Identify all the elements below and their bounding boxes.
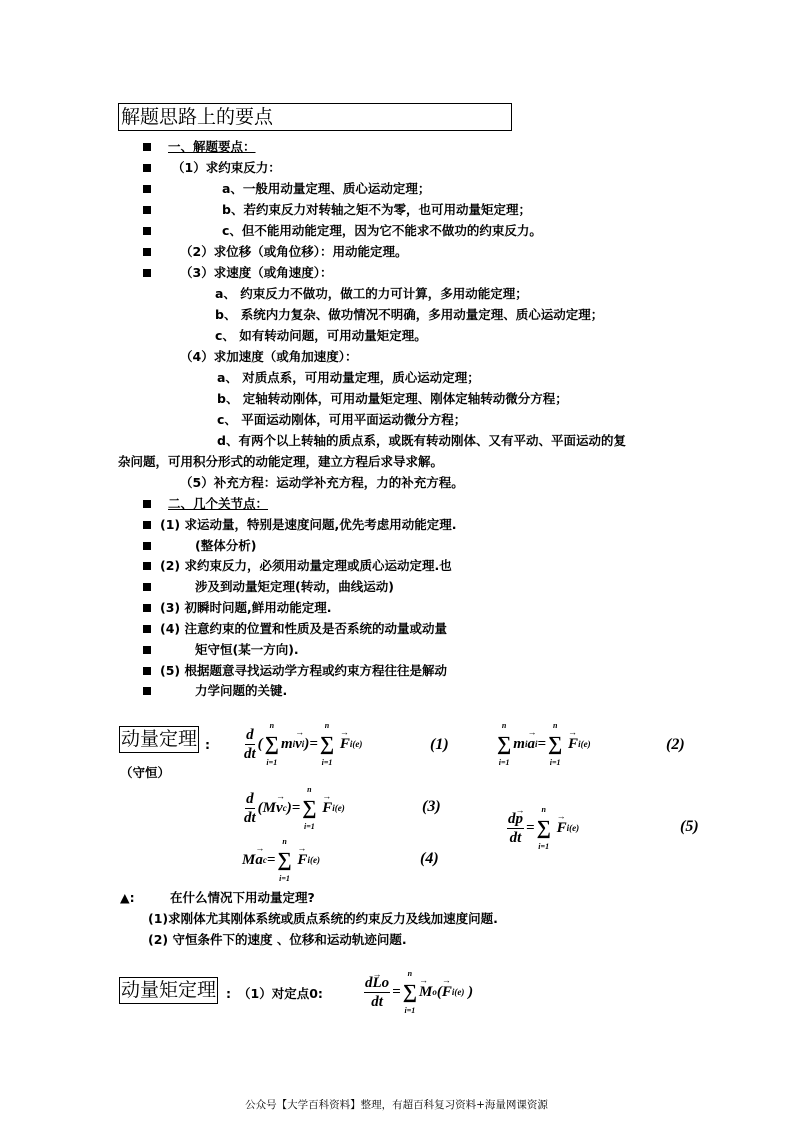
- list-item: d、有两个以上转轴的质点系，或既有转动刚体、又有平动、平面运动的复: [217, 433, 626, 448]
- list-item: c、 如有转动问题，可用动量矩定理。: [215, 328, 427, 343]
- list-item: (3) 初瞬时问题,鲜用动能定理.: [160, 600, 332, 615]
- list-item: (1) 求运动量，特别是速度问题,优先考虑用动能定理.: [160, 517, 457, 532]
- angular-momentum-theorem-label: 动量矩定理: [119, 977, 218, 1004]
- list-item: 矩守恒(某一方向).: [195, 642, 299, 657]
- formula-2: n ∑ i=1 m i → a i = n ∑ i=1 → F i (e): [495, 720, 591, 768]
- bullet-icon: [143, 687, 151, 695]
- list-item: c、但不能用动能定理，因为它不能求不做功的约束反力。: [222, 223, 542, 238]
- bullet-icon: [143, 583, 151, 591]
- list-item: a、一般用动量定理、质心运动定理；: [222, 181, 431, 196]
- list-item: (4) 注意约束的位置和性质及是否系统的动量或动量: [160, 621, 447, 636]
- bullet-icon: [143, 500, 151, 508]
- list-item: b、若约束反力对转轴之矩不为零，也可用动量矩定理；: [222, 202, 531, 217]
- momentum-theorem-label: 动量定理: [119, 726, 199, 753]
- bullet-icon: [143, 625, 151, 633]
- bullet-icon: [143, 248, 151, 256]
- colon: :: [226, 986, 231, 1001]
- bullet-icon: [143, 164, 151, 172]
- footer-note: 公众号【大学百科资料】整理，有超百科复习资料+海量网课资源: [245, 1099, 548, 1111]
- bullet-icon: [143, 667, 151, 675]
- list-item: （2）求位移（或角位移）：用动能定理。: [180, 244, 408, 259]
- subsection-heading: 二、几个关节点：: [168, 496, 269, 511]
- bullet-icon: [143, 542, 151, 550]
- conservation-note: （守恒）: [120, 765, 171, 780]
- bullet-icon: [143, 143, 151, 151]
- list-item: （4）求加速度（或角加速度）：: [180, 349, 358, 364]
- fixed-point-case: （1）对定点0:: [238, 986, 323, 1001]
- bullet-icon: [143, 562, 151, 570]
- equation-number: (2): [666, 736, 685, 753]
- list-item: 涉及到动量矩定理(转动，曲线运动): [195, 579, 394, 594]
- list-item: （3）求速度（或角速度）：: [180, 265, 333, 280]
- formula-1: $\frac{d}{dt}$ ( n ∑ i=1 m i → v i ) = n ∑ i=1 → F i (e): [242, 720, 362, 768]
- list-item: b、 系统内力复杂、做功情况不明确，多用动量定理、质心运动定理；: [215, 307, 604, 322]
- formula-angular-momentum: $\frac{d\to Lo}{dt}$ = n ∑ i=1 → M o ( → F i (e) ): [362, 968, 473, 1016]
- section-title: 解题思路上的要点: [118, 103, 512, 131]
- answer-item: (2) 守恒条件下的速度 、位移和运动轨迹问题.: [148, 932, 407, 947]
- list-item: c、 平面运动刚体，可用平面运动微分方程；: [217, 412, 467, 427]
- bullet-icon: [143, 206, 151, 214]
- answer-item: (1)求刚体尤其刚体系统或质点系统的约束反力及线加速度问题.: [148, 911, 498, 926]
- bullet-icon: [143, 604, 151, 612]
- question-text: 在什么情况下用动量定理?: [170, 890, 315, 905]
- list-item: （5）补充方程：运动学补充方程，力的补充方程。: [180, 475, 464, 490]
- bullet-icon: [143, 521, 151, 529]
- equation-number: (5): [680, 818, 699, 835]
- list-item: (5) 根据题意寻找运动学方程或约束方程往往是解动: [160, 663, 447, 678]
- equation-number: (3): [422, 798, 441, 815]
- list-item: 杂问题，可用积分形式的动能定理，建立方程后求导求解。: [118, 454, 444, 469]
- list-item: (整体分析): [195, 538, 257, 553]
- bullet-icon: [143, 646, 151, 654]
- list-item: a、 对质点系，可用动量定理，质心运动定理；: [217, 370, 480, 385]
- formula-5: $\frac{d\to p}{dt}$ = n ∑ i=1 → F i (e): [505, 804, 579, 852]
- list-item: 力学问题的关键.: [195, 683, 288, 698]
- equation-number: (1): [430, 736, 449, 753]
- triangle-marker: ▲:: [120, 890, 135, 905]
- formula-4: M → a c = n ∑ i=1 → F i (e): [242, 836, 320, 884]
- bullet-icon: [143, 227, 151, 235]
- colon: :: [205, 737, 210, 752]
- list-item: (2) 求约束反力，必须用动量定理或质心运动定理.也: [160, 558, 452, 573]
- bullet-icon: [143, 185, 151, 193]
- list-item: a、 约束反力不做功，做工的力可计算，多用动能定理；: [215, 286, 528, 301]
- subsection-heading: 一、解题要点：: [168, 139, 256, 154]
- list-item: （1）求约束反力：: [172, 160, 281, 175]
- bullet-icon: [143, 269, 151, 277]
- formula-3: $\frac{d}{dt}$ ( M → v c ) = n ∑ i=1 → F i (e): [242, 784, 345, 832]
- list-item: b、 定轴转动刚体，可用动量矩定理、刚体定轴转动微分方程；: [217, 391, 568, 406]
- equation-number: (4): [420, 850, 439, 867]
